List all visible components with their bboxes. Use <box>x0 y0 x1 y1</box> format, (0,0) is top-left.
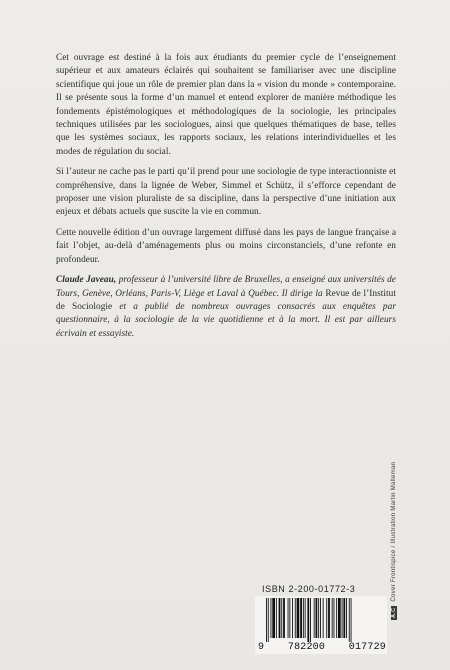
barcode-bar <box>346 598 347 638</box>
barcode-bar <box>268 598 269 642</box>
barcode-digit-group: 017729 <box>348 642 386 653</box>
back-cover-blurb <box>56 52 396 348</box>
barcode-bar <box>266 598 267 642</box>
barcode-bar <box>303 598 304 638</box>
barcode-bar <box>316 598 318 638</box>
barcode-bar <box>328 598 330 638</box>
barcode-bar <box>320 598 321 638</box>
barcode-digit-group: 782200 <box>287 642 326 653</box>
blurb-paragraph-2: Si l’auteur ne cache pas le parti qu’il prend pour une sociologie de type interactionniste et compréhensive, dans la lignée de Weber, Simmel et Schütz, il s’efforce cependant de proposer une vision pluraliste de sa discipline, dans la perspective d’une initiation aux enjeux et débats actuels que suscite la vie en commun. <box>56 167 396 218</box>
barcode-digit-group: 9 <box>258 642 265 653</box>
barcode-bar <box>297 598 300 638</box>
author-name: Claude Javeau, <box>56 275 117 286</box>
barcode-bar <box>292 598 293 638</box>
barcode-bar <box>318 598 319 638</box>
blurb-paragraph-1: Cet ouvrage est destiné à la fois aux étudiants du premier cycle de l’enseignement supérieur et aux amateurs éclairés qui souhaitent se familiariser avec une discipline scientifique qui joue un rôle de premier plan dans la « vision du monde » contemporaine. Il se présente sous la forme d’un manuel et entend explorer de manière méthodique les fondements épistémologiques et méthodologiques de la sociologie, les principales techniques utilisées par les sociologues, ainsi que quelques thématiques de base, telles que les systèmes sociaux, les rapports sociaux, les relations interindividuelles et les modes de régulation du social. <box>56 53 396 157</box>
publisher-logo: A.C <box>391 607 397 618</box>
barcode-bar <box>307 598 309 642</box>
barcode-bar <box>288 598 289 638</box>
barcode-bar <box>343 598 345 638</box>
blurb-paragraph-3: Cette nouvelle édition d’un ouvrage largement diffusé dans les pays de langue française a fait l’objet, au-delà d’aménagements plus ou moins circonstanciels, d’une refonte en profondeur. <box>56 227 396 265</box>
barcode-bar <box>334 598 335 638</box>
barcode-bar <box>281 598 282 638</box>
barcode-bar <box>349 598 350 642</box>
barcode-bar <box>314 598 315 638</box>
barcode-bar <box>323 598 324 638</box>
barcode-bar <box>336 598 337 638</box>
barcode-image <box>266 598 384 642</box>
barcode-bar <box>283 598 285 638</box>
barcode-bar <box>305 598 306 638</box>
credits-text: Cover Frontispice / Illustration Martin Malleman <box>391 461 397 602</box>
barcode-bar <box>276 598 277 638</box>
barcode-bar <box>295 598 296 638</box>
author-bio <box>56 274 396 341</box>
barcode-bar <box>272 598 275 638</box>
cover-credits <box>391 410 407 620</box>
barcode-bar <box>351 598 352 642</box>
journal-title: Revue de l’Institut de Sociologie <box>56 288 397 312</box>
author-bio-text-1: professeur à l’université libre de Bruxelles, a enseigné aux universités de Tours, Genève, Orléans, Paris-V, Liège et Laval à Québec. Il dirige la <box>56 275 396 299</box>
author-bio-text-2: et a publié de nombreux ouvrages consacrés aux enquêtes par questionnaire, à la sociologie de la vie quotidienne et à la mort. Il est par ailleurs écrivain et essayiste. <box>56 301 396 339</box>
isbn-label: ISBN 2-200-01772-3 <box>262 584 356 594</box>
barcode-bar <box>338 598 341 638</box>
barcode-bar <box>289 598 290 638</box>
barcode-bar <box>271 598 272 638</box>
barcode-bar <box>342 598 343 638</box>
barcode-bar <box>279 598 281 638</box>
barcode-bar <box>332 598 333 638</box>
barcode-bar <box>300 598 302 638</box>
barcode-bar <box>310 598 311 642</box>
barcode-bar <box>326 598 327 638</box>
barcode-digits <box>258 642 386 653</box>
